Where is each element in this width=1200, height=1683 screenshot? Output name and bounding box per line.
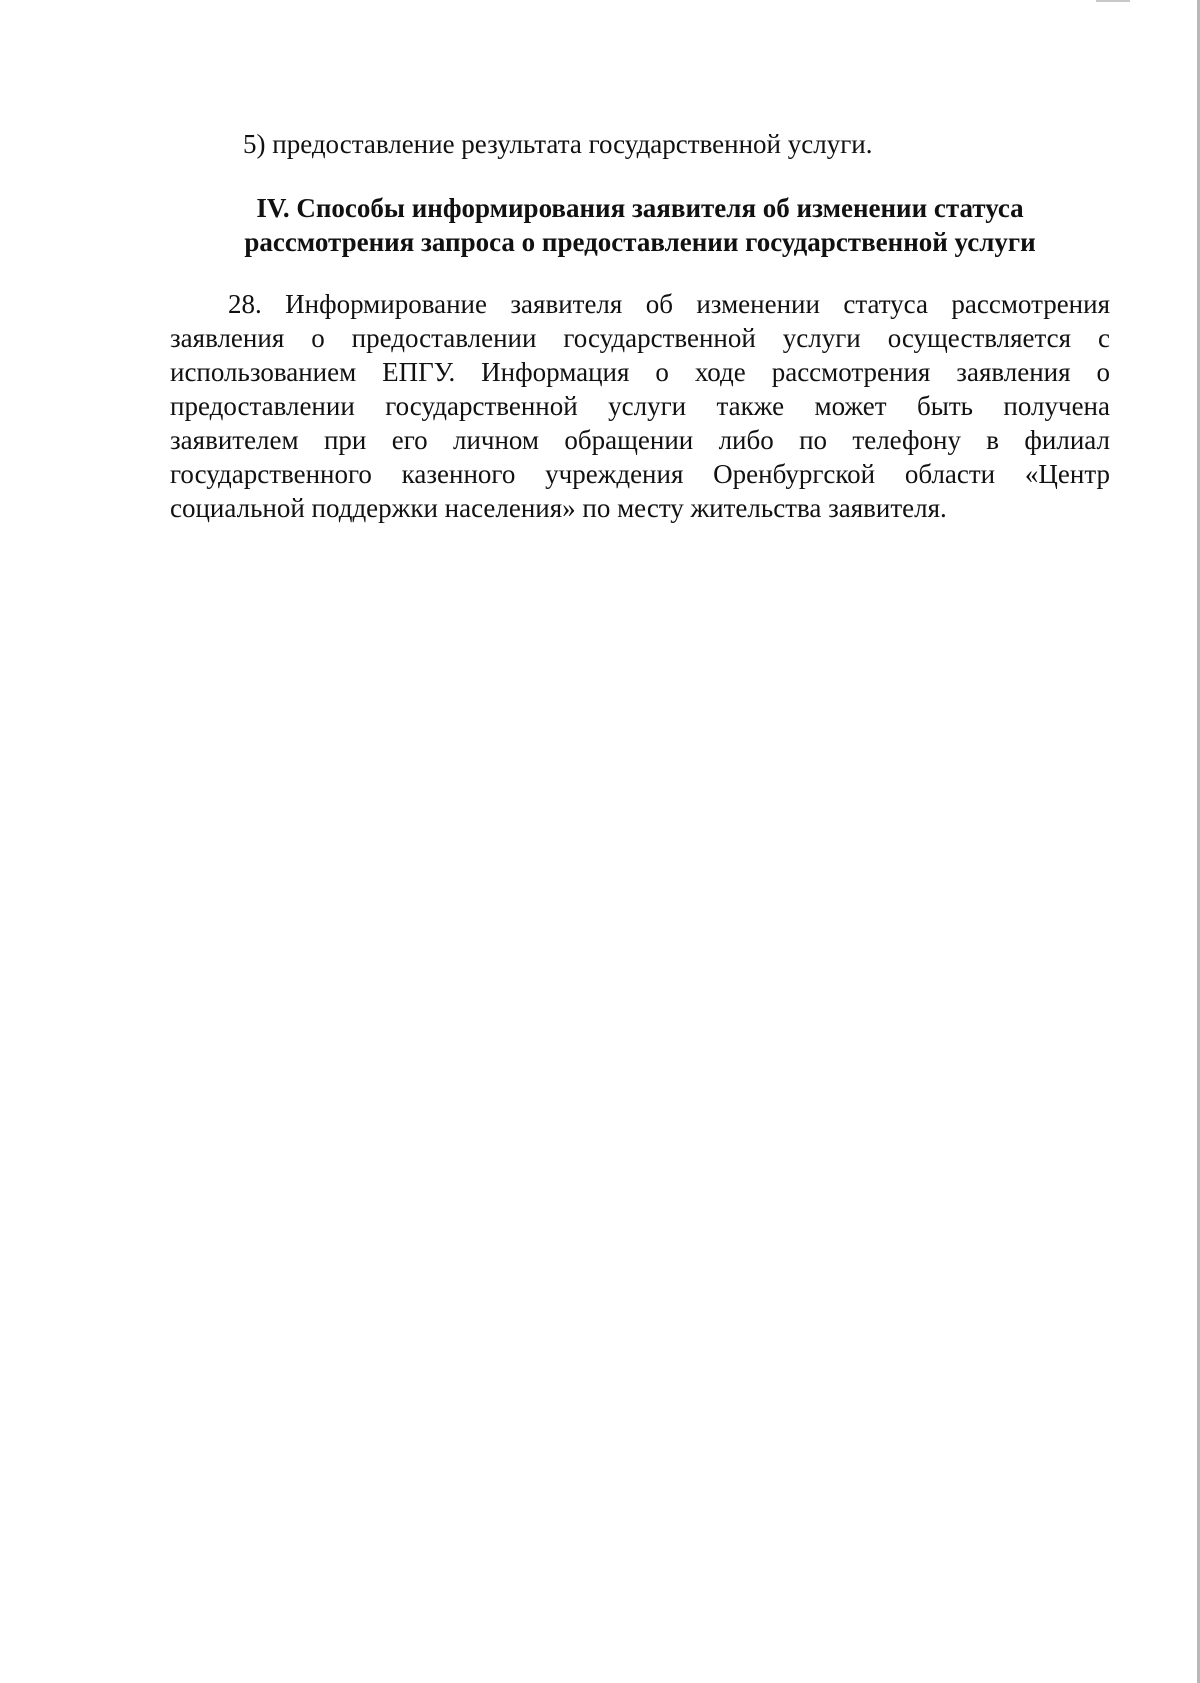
list-item-5: 5) предоставление результата государственной услуги. bbox=[243, 129, 873, 159]
section-heading-line-2: рассмотрения запроса о предоставлении государственной услуги bbox=[244, 227, 1036, 257]
scan-mark bbox=[1096, 0, 1130, 2]
paragraph-line: государственного казенного учреждения Оренбургской области «Центр bbox=[170, 459, 1110, 489]
paragraph-28 bbox=[170, 287, 1110, 525]
paragraph-line: предоставлении государственной услуги также может быть получена bbox=[170, 391, 1110, 421]
paragraph-line: заявителем при его личном обращении либо по телефону в филиал bbox=[170, 425, 1110, 455]
section-heading-line-1: IV. Способы информирования заявителя об изменении статуса bbox=[256, 193, 1024, 223]
paragraph-line: 28. Информирование заявителя об изменении статуса рассмотрения bbox=[228, 289, 1110, 319]
paragraph-line: социальной поддержки населения» по месту жительства заявителя. bbox=[170, 493, 947, 523]
paragraph-line: заявления о предоставлении государственной услуги осуществляется с bbox=[170, 323, 1110, 353]
paragraph-line: использованием ЕПГУ. Информация о ходе рассмотрения заявления о bbox=[170, 357, 1110, 387]
section-heading bbox=[170, 191, 1110, 259]
